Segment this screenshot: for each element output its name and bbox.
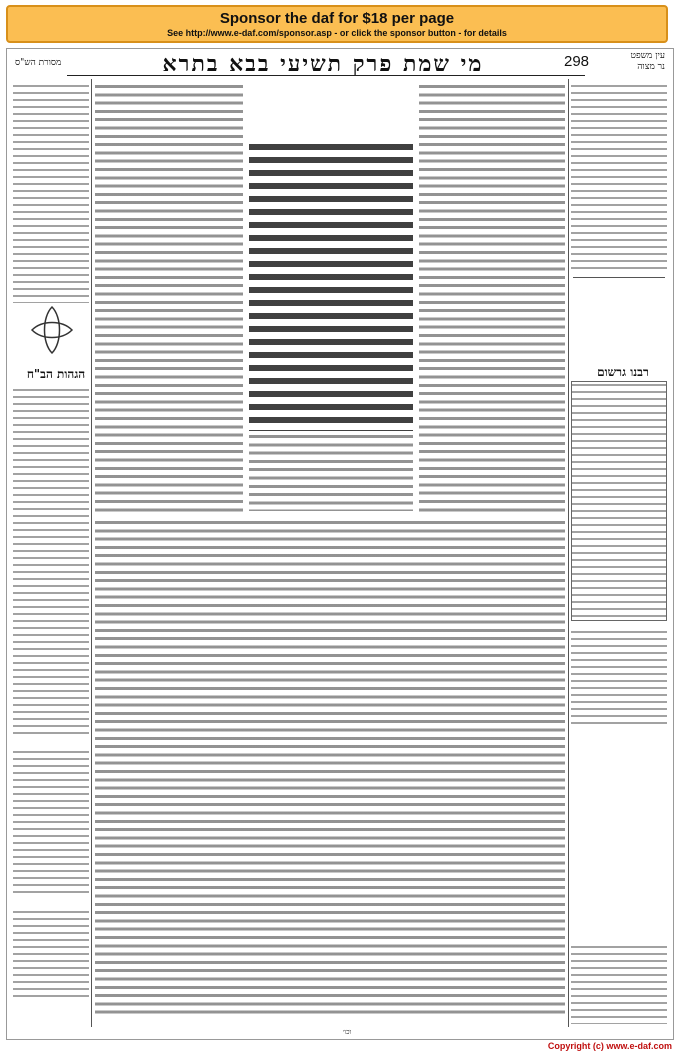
right-rule xyxy=(573,277,665,278)
lower-left-notes xyxy=(13,909,89,999)
sponsor-subtitle[interactable]: See http://www.e-daf.com/sponsor.asp - or click the sponsor button - for details xyxy=(167,28,507,38)
gemara-continuation xyxy=(249,433,413,511)
right-margin-lower xyxy=(571,944,667,1024)
hagahot-habach-column xyxy=(13,387,89,737)
ein-mishpat-label: עין משפט נר מצוה xyxy=(630,51,665,72)
ein-mishpat-column xyxy=(571,83,667,273)
gilyon-text xyxy=(13,749,89,894)
right-margin-notes-text xyxy=(571,629,667,729)
ein-mishpat-text xyxy=(571,83,667,273)
sponsor-banner[interactable] xyxy=(6,5,668,43)
divider-left xyxy=(91,79,92,1027)
commentary-lower-text xyxy=(95,519,565,1019)
gemara-block xyxy=(249,141,413,431)
page-number: 298 xyxy=(564,53,590,70)
tosafot-text xyxy=(95,83,243,513)
tosafot-column xyxy=(95,83,243,513)
talmud-page xyxy=(6,48,674,1040)
footer-note: וכו׳ xyxy=(342,1028,352,1036)
copyright-link[interactable]: Copyright (c) www.e-daf.com xyxy=(547,1041,672,1051)
masoret-hashas-label: מסורת הש"ס xyxy=(15,58,62,68)
lower-left-text xyxy=(13,909,89,999)
commentary-lower xyxy=(95,519,565,1019)
rabbeinu-gershom-column xyxy=(571,381,667,621)
masoret-hashas-column xyxy=(13,83,89,303)
rashi-column xyxy=(419,83,565,513)
sponsor-title[interactable]: Sponsor the daf for $18 per page xyxy=(219,10,455,27)
rashi-text xyxy=(419,83,565,513)
gilyon-column xyxy=(13,749,89,894)
ornament-left xyxy=(27,305,77,355)
right-margin-lower-text xyxy=(571,944,667,1024)
hagahot-text xyxy=(13,387,89,737)
right-margin-notes xyxy=(571,629,667,729)
divider-right xyxy=(568,79,569,1027)
hagahot-habach-heading: הגהות הב"ח xyxy=(23,367,89,382)
gemara-continuation-text xyxy=(249,433,413,511)
page-title: מי שמת פרק תשיעי בבא בתרא xyxy=(162,51,484,77)
masoret-text xyxy=(13,83,89,303)
rabbeinu-gershom-heading: רבנו גרשום xyxy=(583,365,663,380)
gemara-text xyxy=(249,141,413,431)
rabbeinu-gershom-text xyxy=(572,382,666,620)
